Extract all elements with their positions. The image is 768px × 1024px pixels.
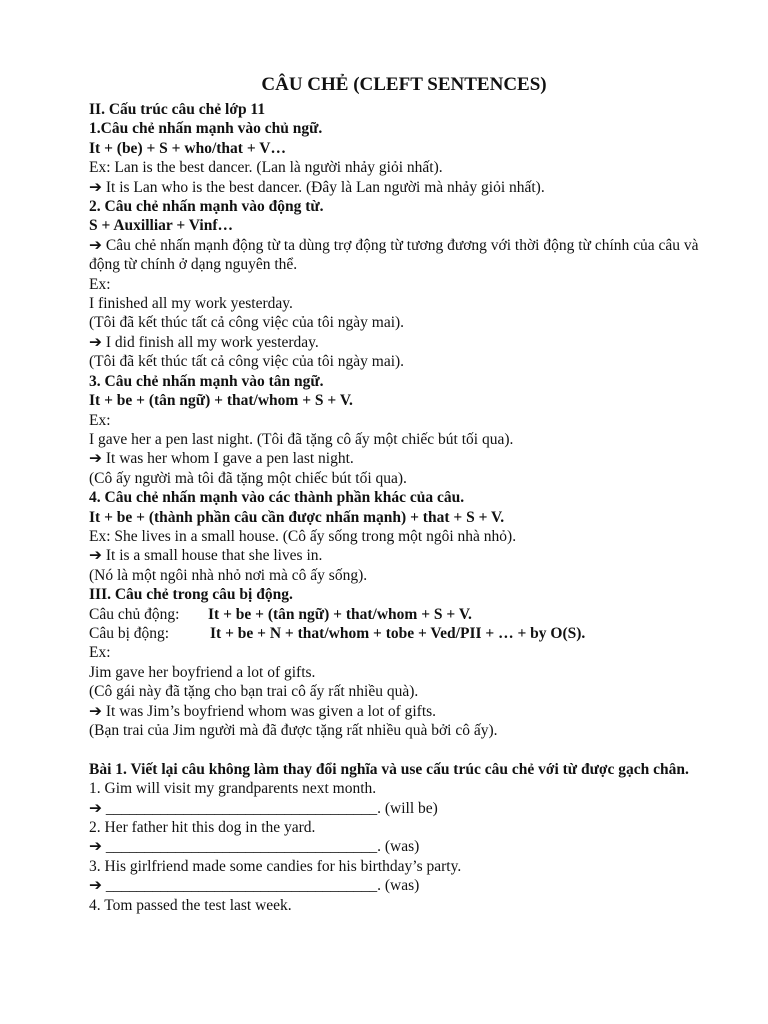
example-line: (Bạn trai của Jim người mà đã được tặng rất nhiều quà bởi cô ấy). xyxy=(89,722,498,739)
spacer xyxy=(89,740,708,759)
passive-voice-formula: It + be + N + that/whom + tobe + Ved/PII + … + by O(S). xyxy=(210,624,586,642)
section-heading: III. Câu chẻ trong câu bị động. xyxy=(89,586,293,604)
subsection-heading: 3. Câu chẻ nhấn mạnh vào tân ngữ. xyxy=(89,372,324,390)
example-line: (Nó là một ngôi nhà nhỏ nơi mà cô ấy sống). xyxy=(89,566,368,584)
example-line: I gave her a pen last night. (Tôi đã tặng cô ấy một chiếc bút tối qua). xyxy=(89,430,514,448)
active-voice-label: Câu chủ động: xyxy=(89,605,180,623)
active-voice-row xyxy=(89,605,708,624)
formula: It + be + (thành phần câu cần được nhấn mạnh) + that + S + V. xyxy=(89,508,505,526)
example-line: Jim gave her boyfriend a lot of gifts. xyxy=(89,663,316,681)
example-line: ➔ It was Jim’s boyfriend whom was given a lot of gifts. xyxy=(89,702,437,720)
exercise-answer-line: ➔ ___________________________________. (was) xyxy=(89,838,420,856)
exercise-item: 4. Tom passed the test last week. xyxy=(89,896,292,914)
example-label: Ex: xyxy=(89,644,111,662)
exercise-heading: Bài 1. Viết lại câu không làm thay đổi nghĩa và use cấu trúc câu chẻ với từ được gạch chân. xyxy=(89,760,689,778)
example-line: ➔ I did finish all my work yesterday. xyxy=(89,333,319,351)
subsection-heading: 1.Câu chẻ nhấn mạnh vào chủ ngữ. xyxy=(89,120,323,138)
example-line: Ex: Lan is the best dancer. (Lan là người nhảy giỏi nhất). xyxy=(89,159,443,177)
document-title: CÂU CHẺ (CLEFT SENTENCES) xyxy=(261,74,547,95)
example-line: ➔ It was her whom I gave a pen last night. xyxy=(89,450,354,468)
example-line: I finished all my work yesterday. xyxy=(89,295,293,313)
example-line: (Tôi đã kết thúc tất cả công việc của tôi ngày mai). xyxy=(89,353,405,371)
example-label: Ex: xyxy=(89,411,111,429)
exercise-answer-line: ➔ ___________________________________. (will be) xyxy=(89,799,438,817)
example-label: Ex: xyxy=(89,275,111,293)
example-line: ➔ It is a small house that she lives in. xyxy=(89,547,323,565)
passive-voice-label: Câu bị động: xyxy=(89,624,170,642)
subsection-heading: 2. Câu chẻ nhấn mạnh vào động từ. xyxy=(89,198,324,216)
example-line: (Cô gái này đã tặng cho bạn trai cô ấy rất nhiều quà). xyxy=(89,683,419,701)
exercise-item: 1. Gim will visit my grandparents next month. xyxy=(89,780,377,798)
exercise-item: 2. Her father hit this dog in the yard. xyxy=(89,819,316,837)
active-voice-formula: It + be + (tân ngữ) + that/whom + S + V. xyxy=(208,605,472,623)
section-heading: II. Cấu trúc câu chẻ lớp 11 xyxy=(89,101,266,118)
formula: S + Auxilliar + Vinf… xyxy=(89,217,233,235)
example-line: (Tôi đã kết thúc tất cả công việc của tôi ngày mai). xyxy=(89,314,405,332)
exercise-item: 3. His girlfriend made some candies for his birthday’s party. xyxy=(89,857,462,875)
explanation-paragraph: ➔ Câu chẻ nhấn mạnh động từ ta dùng trợ động từ tương đương với thời động từ chính của câu và động từ chính ở dạng nguyên thể. xyxy=(89,236,699,274)
example-line: (Cô ấy người mà tôi đã tặng một chiếc bút tối qua). xyxy=(89,469,407,487)
formula: It + (be) + S + who/that + V… xyxy=(89,139,286,157)
example-line: ➔ It is Lan who is the best dancer. (Đây là Lan người mà nhảy giỏi nhất). xyxy=(89,178,545,196)
exercise-answer-line: ➔ ___________________________________. (was) xyxy=(89,877,420,895)
formula: It + be + (tân ngữ) + that/whom + S + V. xyxy=(89,392,353,410)
example-line: Ex: She lives in a small house. (Cô ấy sống trong một ngôi nhà nhỏ). xyxy=(89,527,517,545)
passive-voice-row xyxy=(89,624,708,643)
subsection-heading: 4. Câu chẻ nhấn mạnh vào các thành phần khác của câu. xyxy=(89,489,465,507)
